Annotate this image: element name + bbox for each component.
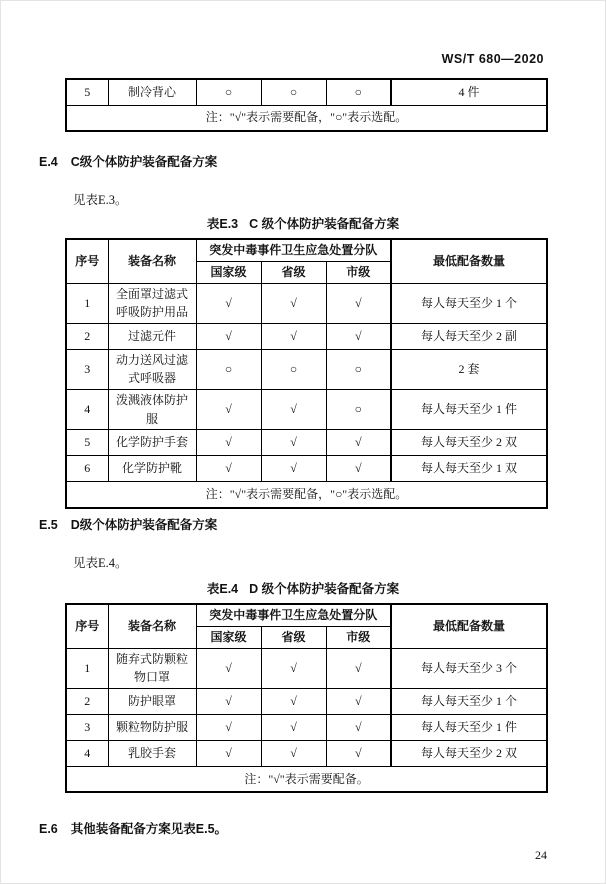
level-header-national: 国家级 (196, 261, 261, 283)
table-row (66, 389, 547, 429)
group-header: 突发中毒事件卫生应急处置分队 (196, 239, 391, 261)
seq-header: 序号 (66, 239, 108, 283)
table-e4-caption (1, 579, 605, 597)
seq-cell: 2 (66, 688, 108, 714)
provincial-mark-cell: √ (261, 430, 326, 456)
table-e3 (65, 238, 548, 509)
page-number: 24 (535, 848, 547, 862)
section-title: D级个体防护装备配备方案 (70, 518, 218, 532)
equipment-name-cell: 颗粒物防护服 (108, 714, 196, 740)
equipment-name-cell: 化学防护靴 (108, 456, 196, 482)
national-mark-cell: √ (196, 648, 261, 688)
level-header-provincial: 省级 (261, 261, 326, 283)
national-mark-cell: √ (196, 430, 261, 456)
table-row (66, 323, 547, 349)
group-header: 突发中毒事件卫生应急处置分队 (196, 604, 391, 626)
table-header-row (66, 604, 547, 626)
table-row (66, 283, 547, 323)
national-mark-cell: √ (196, 389, 261, 429)
equipment-name-cell: 随弃式防颗粒物口罩 (108, 648, 196, 688)
standard-number: WS/T 680—2020 (441, 52, 544, 66)
equipment-name-cell: 化学防护手套 (108, 430, 196, 456)
table-row (66, 688, 547, 714)
equipment-name-cell: 乳胶手套 (108, 740, 196, 766)
equipment-name-cell: 过滤元件 (108, 323, 196, 349)
municipal-mark-cell: √ (326, 740, 391, 766)
table-row (66, 79, 547, 105)
table-note: 注："√"表示需要配备，"○"表示选配。 (66, 482, 547, 508)
equipment-name-cell: 防护眼罩 (108, 688, 196, 714)
quantity-cell: 每人每天至少 1 双 (391, 456, 547, 482)
section-e5-heading (39, 515, 217, 533)
municipal-mark-cell: √ (326, 714, 391, 740)
table-header-row (66, 239, 547, 261)
quantity-cell: 2 套 (391, 349, 547, 389)
quantity-cell: 每人每天至少 1 件 (391, 714, 547, 740)
qty-header: 最低配备数量 (391, 239, 547, 283)
caption-title: D 级个体防护装备配备方案 (249, 582, 400, 596)
quantity-cell: 每人每天至少 1 个 (391, 688, 547, 714)
section-number: E.6 (39, 822, 58, 836)
provincial-mark-cell: √ (261, 323, 326, 349)
seq-header: 序号 (66, 604, 108, 648)
section-e5-intro: 见表E.4。 (73, 556, 128, 570)
table-note: 注："√"表示需要配备，"○"表示选配。 (66, 105, 547, 131)
municipal-mark-cell: ○ (326, 79, 391, 105)
provincial-mark-cell: √ (261, 740, 326, 766)
quantity-cell: 4 件 (391, 79, 547, 105)
continuation-table (65, 78, 548, 132)
national-mark-cell: √ (196, 283, 261, 323)
table-row (66, 349, 547, 389)
equipment-name-cell: 泼溅液体防护服 (108, 389, 196, 429)
municipal-mark-cell: √ (326, 323, 391, 349)
table-note-row (66, 105, 547, 131)
seq-cell: 2 (66, 323, 108, 349)
seq-cell: 3 (66, 714, 108, 740)
table-row (66, 714, 547, 740)
national-mark-cell: √ (196, 456, 261, 482)
table-note: 注："√"表示需要配备。 (66, 766, 547, 792)
national-mark-cell: ○ (196, 349, 261, 389)
municipal-mark-cell: √ (326, 648, 391, 688)
national-mark-cell: √ (196, 688, 261, 714)
municipal-mark-cell: √ (326, 283, 391, 323)
table-note-row (66, 482, 547, 508)
caption-label: 表E.4 (206, 582, 239, 596)
national-mark-cell: √ (196, 714, 261, 740)
table-e3-caption (1, 214, 605, 232)
municipal-mark-cell: √ (326, 688, 391, 714)
seq-cell: 4 (66, 740, 108, 766)
section-title: 其他装备配备方案见表E.5。 (70, 822, 228, 836)
section-title: C级个体防护装备配备方案 (70, 155, 218, 169)
provincial-mark-cell: √ (261, 389, 326, 429)
table-row (66, 648, 547, 688)
equipment-name-cell: 全面罩过滤式呼吸防护用品 (108, 283, 196, 323)
provincial-mark-cell: √ (261, 283, 326, 323)
name-header: 装备名称 (108, 239, 196, 283)
table-note-row (66, 766, 547, 792)
quantity-cell: 每人每天至少 1 件 (391, 389, 547, 429)
equipment-name-cell: 制冷背心 (108, 79, 196, 105)
level-header-national: 国家级 (196, 626, 261, 648)
seq-cell: 1 (66, 283, 108, 323)
section-e6-heading (39, 819, 227, 837)
quantity-cell: 每人每天至少 3 个 (391, 648, 547, 688)
municipal-mark-cell: ○ (326, 389, 391, 429)
provincial-mark-cell: ○ (261, 349, 326, 389)
table-e4 (65, 603, 548, 793)
section-e4-heading (39, 152, 217, 170)
level-header-provincial: 省级 (261, 626, 326, 648)
municipal-mark-cell: √ (326, 456, 391, 482)
section-number: E.5 (39, 518, 58, 532)
name-header: 装备名称 (108, 604, 196, 648)
section-e4-intro: 见表E.3。 (73, 193, 128, 207)
section-number: E.4 (39, 155, 58, 169)
seq-cell: 1 (66, 648, 108, 688)
municipal-mark-cell: √ (326, 430, 391, 456)
quantity-cell: 每人每天至少 1 个 (391, 283, 547, 323)
provincial-mark-cell: √ (261, 456, 326, 482)
seq-cell: 5 (66, 79, 108, 105)
table-row (66, 740, 547, 766)
qty-header: 最低配备数量 (391, 604, 547, 648)
level-header-municipal: 市级 (326, 261, 391, 283)
national-mark-cell: √ (196, 323, 261, 349)
quantity-cell: 每人每天至少 2 双 (391, 430, 547, 456)
provincial-mark-cell: ○ (261, 79, 326, 105)
caption-title: C 级个体防护装备配备方案 (249, 217, 400, 231)
national-mark-cell: √ (196, 740, 261, 766)
quantity-cell: 每人每天至少 2 双 (391, 740, 547, 766)
provincial-mark-cell: √ (261, 714, 326, 740)
table-row (66, 456, 547, 482)
seq-cell: 3 (66, 349, 108, 389)
quantity-cell: 每人每天至少 2 副 (391, 323, 547, 349)
provincial-mark-cell: √ (261, 688, 326, 714)
seq-cell: 4 (66, 389, 108, 429)
equipment-name-cell: 动力送风过滤式呼吸器 (108, 349, 196, 389)
municipal-mark-cell: ○ (326, 349, 391, 389)
level-header-municipal: 市级 (326, 626, 391, 648)
caption-label: 表E.3 (206, 217, 239, 231)
provincial-mark-cell: √ (261, 648, 326, 688)
seq-cell: 5 (66, 430, 108, 456)
seq-cell: 6 (66, 456, 108, 482)
national-mark-cell: ○ (196, 79, 261, 105)
table-row (66, 430, 547, 456)
